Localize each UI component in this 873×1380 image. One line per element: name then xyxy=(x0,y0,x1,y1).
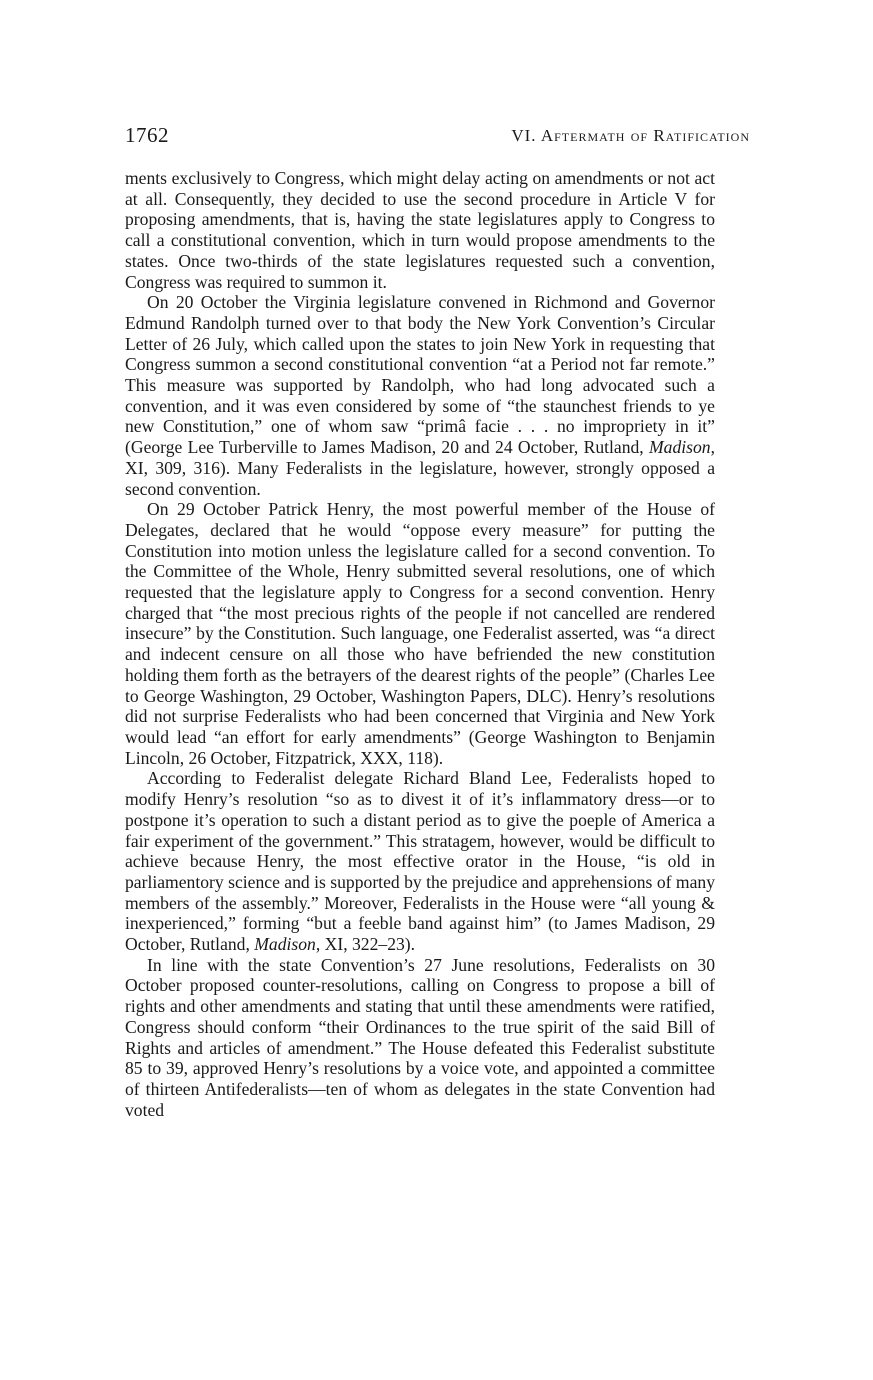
text-run: , XI, 322–23). xyxy=(315,934,416,955)
paragraph xyxy=(125,168,715,292)
paragraph xyxy=(125,955,715,1121)
text-run: , XI, 309, 316). Many Federalists in the legislature, however, strongly opposed a second convention. xyxy=(125,437,715,499)
text-run: On 20 October the Virginia legislature convened in Richmond and Governor Edmund Randolph turned over to that body the New York Convention’s Circular Letter of 26 July, which called upon the states to join New York in requesting that Congress summon a second constitutional convention “at a Period not far remote.” This measure was supported by Randolph, who had long advocated such a convention, and it was even considered by some of “the staunchest friends to ye new Constitution,” one of whom saw “primâ facie . . . no impropriety in it” (George Lee Turberville to James Madison, 20 and 24 October, Rutland, xyxy=(125,292,715,458)
text-run: In line with the state Convention’s 27 June resolutions, Federalists on 30 October proposed counter-resolutions, calling on Congress to propose a bill of rights and other amendments and stating that until these amendments were ratified, Congress should conform “their Ordinances to the true spirit of the said Bill of Rights and articles of amendment.” The House defeated this Federalist substitute 85 to 39, approved Henry’s resolutions by a voice vote, and appointed a committee of thirteen Antifederalists—ten of whom as delegates in the state Convention had voted xyxy=(125,954,715,1120)
body-text xyxy=(125,168,715,1120)
paragraph xyxy=(125,292,715,499)
text-run: According to Federalist delegate Richard Bland Lee, Federalists hoped to modify Henry’s resolution “so as to divest it of it’s inflammatory dress—or to postpone it’s operation to such a distant period as to give the poeple of America a fair experiment of the government.” This stratagem, however, would be difficult to achieve because Henry, the most effective orator in the House, “is old in parliamentory science and is supported by the prejudice and apprehensions of many members of the assembly.” Moreover, Federalists in the House were “all young & inexperienced,” forming “but a feeble band against him” (to James Madison, 29 October, Rutland, xyxy=(125,768,715,955)
page-number: 1762 xyxy=(125,123,169,147)
italic-title: Madison xyxy=(254,934,316,955)
running-head: VI. Aftermath of Ratification xyxy=(511,126,750,145)
paragraph xyxy=(125,499,715,768)
text-run: On 29 October Patrick Henry, the most powerful member of the House of Delegates, declared that he would “oppose every measure” for putting the Constitution into motion unless the legislature called for a second convention. To the Committee of the Whole, Henry submitted several resolutions, one of which requested that the legislature apply to Congress for a second convention. Henry charged that “the most precious rights of the people if not cancelled are rendered insecure” by the Constitution. Such language, one Federalist asserted, was “a direct and indecent censure on all those who have befriended the new constitution holding them forth as the betrayers of the dearest rights of the people” (Charles Lee to George Washington, 29 October, Washington Papers, DLC). Henry’s resolutions did not surprise Federalists who had been concerned that Virginia and New York would lead “an effort for early amendments” (George Washington to Benjamin Lincoln, 26 October, Fitzpatrick, XXX, 118). xyxy=(125,499,715,768)
text-run: ments exclusively to Congress, which might delay acting on amendments or not act at all. Consequently, they decided to use the second procedure in Article V for proposing amendments, that is, having the state legislatures apply to Congress to call a constitutional convention, which in turn would propose amendments to the states. Once two-thirds of the state legislatures requested such a convention, Congress was required to summon it. xyxy=(125,168,715,292)
page-header xyxy=(125,123,750,153)
italic-title: Madison xyxy=(649,437,711,458)
paragraph xyxy=(125,768,715,954)
